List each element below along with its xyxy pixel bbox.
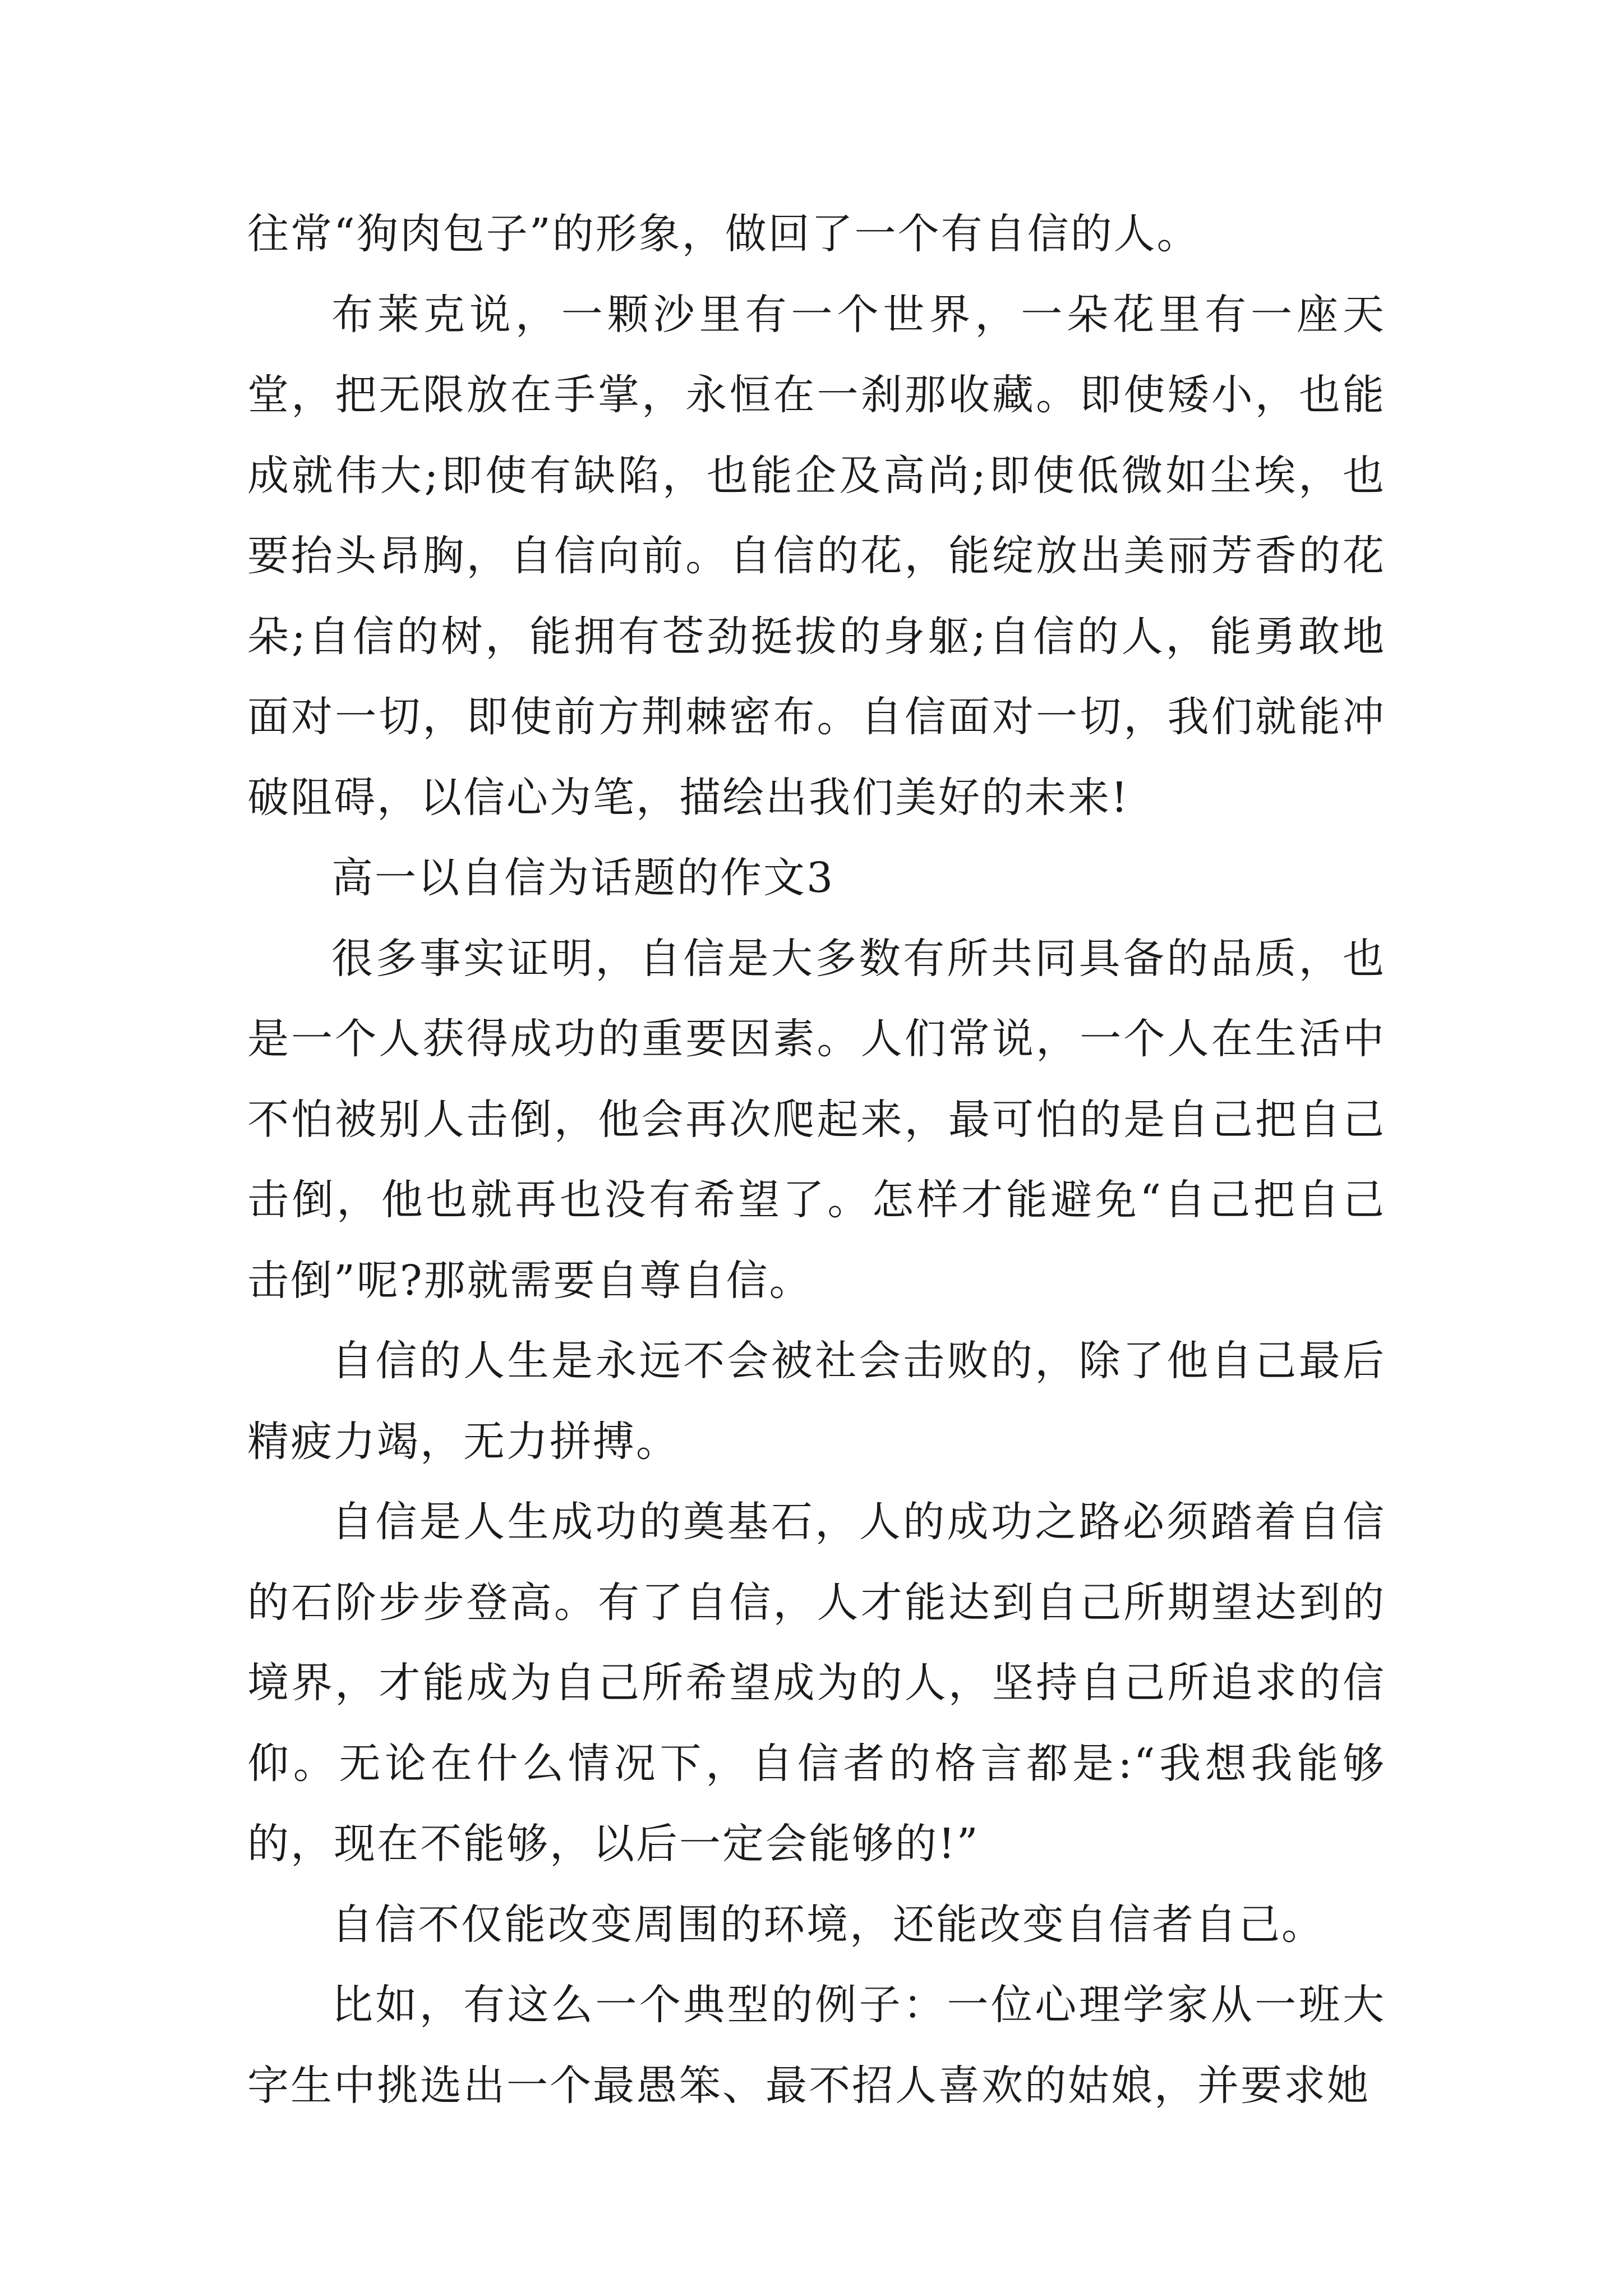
- paragraph-change-self: 自信不仅能改变周围的环境，还能改变自信者自己。: [331, 1900, 1325, 1949]
- document-body: [247, 194, 1386, 2126]
- paragraph-cornerstone: 自信是人生成功的奠基石，人的成功之路必须踏着自信的石阶步步登高。有了自信，人才能达到自己所期望达到的境界，才能成为自己所希望成为的人，坚持自己所追求的信仰。无论在什么情况下，自信者的格言都是:“我想我能够的，现在不能够，以后一定会能够的!”: [247, 1498, 1386, 1868]
- paragraph-facts-prove: 很多事实证明，自信是大多数有所共同具备的品质，也是一个人获得成功的重要因素。人们常说，一个人在生活中不怕被别人击倒，他会再次爬起来，最可怕的是自己把自己击倒，他也就再也没有希望了。怎样才能避免“自己把自己击倒”呢?那就需要自尊自信。: [247, 934, 1386, 1305]
- paragraph-blake-quote: 布莱克说，一颗沙里有一个世界，一朵花里有一座天堂，把无限放在手掌，永恒在一刹那收藏。即使矮小，也能成就伟大;即使有缺陷，也能企及高尚;即使低微如尘埃，也要抬头昂胸，自信向前。自信的花，能绽放出美丽芳香的花朵;自信的树，能拥有苍劲挺拔的身躯;自信的人，能勇敢地面对一切，即使前方荆棘密布。自信面对一切，我们就能冲破阻碍，以信心为笔，描绘出我们美好的未来!: [247, 290, 1386, 822]
- paragraph-never-defeated: 自信的人生是永远不会被社会击败的，除了他自己最后精疲力竭，无力拼搏。: [247, 1337, 1386, 1466]
- paragraph-example: 比如，有这么一个典型的例子：一位心理学家从一班大字生中挑选出一个最愚笨、最不招人喜欢的姑娘，并要求她: [247, 1981, 1386, 2110]
- paragraph-continuation: 往常“狗肉包子”的形象，做回了一个有自信的人。: [247, 210, 1200, 258]
- essay-heading: 高一以自信为话题的作文3: [331, 854, 835, 902]
